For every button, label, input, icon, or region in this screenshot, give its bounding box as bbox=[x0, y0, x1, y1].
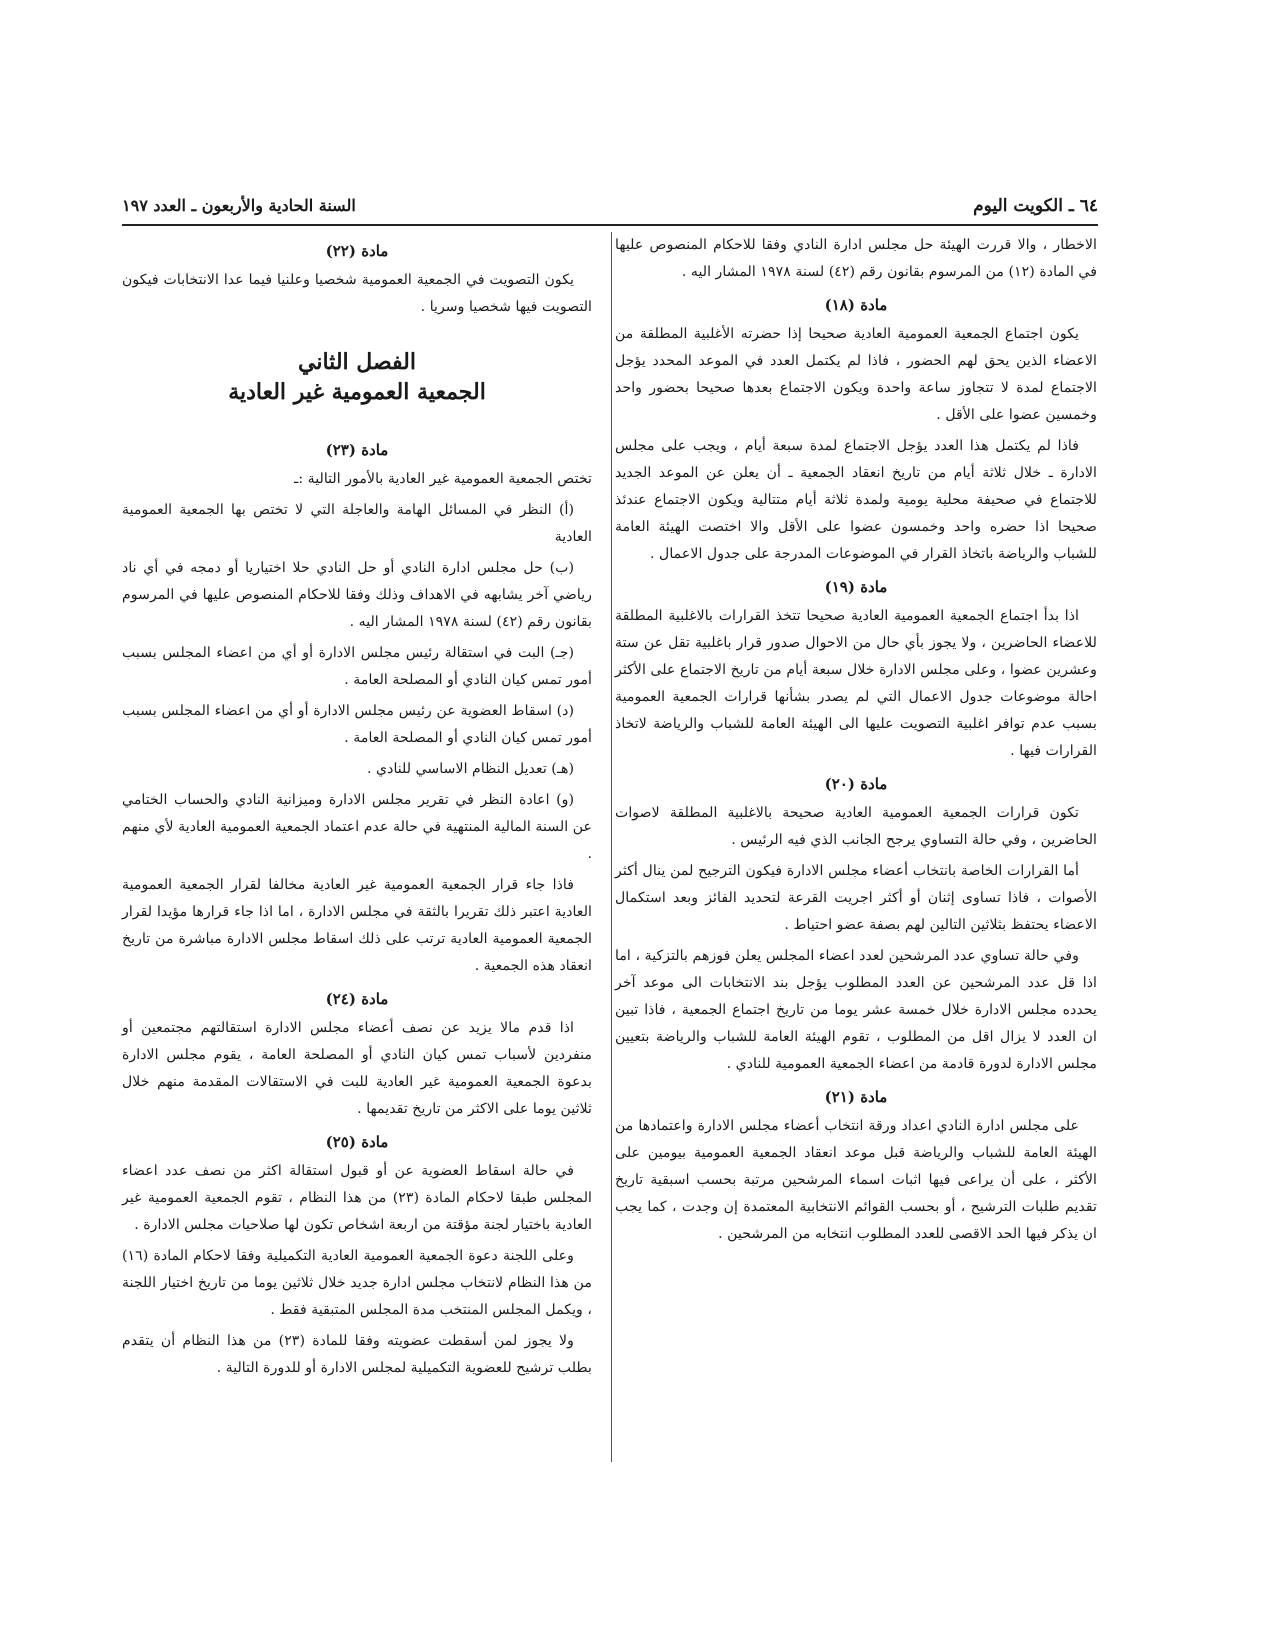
article-heading: مادة (٢٢) bbox=[325, 242, 389, 260]
paragraph: على مجلس ادارة النادي اعداد ورقة انتخاب أعضاء مجلس الادارة واعتمادها من الهيئة العامة للشباب والرياضة قبل موعد انعقاد الجمعية العمومية بيومين على الأكثر ، على أن يراعى فيها اثبات اسماء المرشحين مرتبة بحسب اسبقية تاريخ تقديم طلبات الترشيح ، أو بحسب القوائم الانتخابية المعتمدة إن وجدت ، كما يجب ان يذكر فيها الحد الاقصى للعدد المطلوب انتخابه من المرشحين . bbox=[615, 1118, 1097, 1242]
article-heading: مادة (٢٣) bbox=[325, 441, 389, 459]
article-heading: مادة (٢٤) bbox=[325, 990, 389, 1008]
paragraph: ولا يجوز لمن أسقطت عضويته وفقا للمادة (٢٣) من هذا النظام أن يتقدم بطلب ترشيح للعضوية التكميلية لمجلس الادارة أو للدورة التالية . bbox=[122, 1333, 592, 1376]
article-heading: مادة (٢٥) bbox=[325, 1133, 389, 1151]
left-column bbox=[122, 232, 592, 1386]
paragraph: الاخطار ، والا قررت الهيئة حل مجلس ادارة النادي وفقا للاحكام المنصوص عليها في المادة (١٢) من المرسوم بقانون رقم (٤٢) لسنة ١٩٧٨ المشار اليه . bbox=[615, 237, 1097, 280]
right-column bbox=[615, 232, 1097, 1252]
column-divider bbox=[611, 232, 612, 1462]
paragraph: تختص الجمعية العمومية غير العادية بالأمور التالية :ـ bbox=[294, 471, 592, 487]
paragraph: (ب) حل مجلس ادارة النادي أو حل النادي حلا اختياريا أو دمجه في أي ناد رياضي آخر يشابهه في الاهداف وذلك وفقا للاحكام المنصوص عليها في المرسوم بقانون رقم (٤٢) لسنة ١٩٧٨ المشار اليه . bbox=[122, 560, 592, 630]
issue-label: السنة الحادية والأربعون ـ العدد ١٩٧ bbox=[122, 196, 356, 215]
chapter-subtitle: الجمعية العمومية غير العادية bbox=[228, 379, 486, 405]
paragraph: وعلى اللجنة دعوة الجمعية العمومية العادية التكميلية وفقا لاحكام المادة (١٦) من هذا النظام لانتخاب مجلس ادارة جديد خلال ثلاثين يوما من تاريخ اختيار اللجنة ، ويكمل المجلس المنتخب مدة المجلس المتبقية فقط . bbox=[122, 1248, 592, 1318]
paragraph: (و) اعادة النظر في تقرير مجلس الادارة وميزانية النادي والحساب الختامي عن السنة المالية المنتهية في حالة عدم اعتماد الجمعية العمومية العادية لأي منهم . bbox=[122, 792, 592, 862]
paragraph: (أ) النظر في المسائل الهامة والعاجلة التي لا تختص بها الجمعية العمومية العادية bbox=[122, 502, 592, 545]
paragraph: أما القرارات الخاصة بانتخاب أعضاء مجلس الادارة فيكون الترجيح لمن ينال أكثر الأصوات ، فاذا تساوى إثنان أو أكثر اجريت القرعة لتحديد الفائز وبعد استكمال الاعضاء يحتفظ بثلاثين التالين لهم بصفة عضو احتياط . bbox=[615, 863, 1097, 933]
article-heading: مادة (٢٠) bbox=[824, 775, 888, 793]
paragraph: في حالة اسقاط العضوية عن أو قبول استقالة اكثر من نصف عدد اعضاء المجلس طبقا لاحكام المادة (٢٣) من هذا النظام ، تقوم الجمعية العمومية غير العادية باختيار لجنة مؤقتة من اربعة اشخاص تكون لها صلاحيات مجلس الادارة . bbox=[122, 1163, 592, 1233]
paragraph: اذا قدم مالا يزيد عن نصف أعضاء مجلس الادارة استقالتهم مجتمعين أو منفردين لأسباب تمس كيان النادي أو المصلحة العامة ، يقوم مجلس الادارة بدعوة الجمعية العمومية غير العادية للبت في الاستقالات المقدمة منهم خلال ثلاثين يوما على الاكثر من تاريخ تقديمها . bbox=[122, 1020, 592, 1117]
paragraph: اذا بدأ اجتماع الجمعية العمومية العادية صحيحا تتخذ القرارات بالاغلبية المطلقة للاعضاء الحاضرين ، ولا يجوز بأي حال من الاحوال صدور قرار باغلبية تقل عن ستة وعشرين عضوا ، وعلى مجلس الادارة خلال سبعة أيام من تاريخ الاجتماع على الأكثر احالة موضوعات جدول الاعمال التي لم يصدر بشأنها قرارات الجمعية العمومية بسبب عدم توافر اغلبية التصويت عليها الى الهيئة العامة للشباب والرياضة لاتخاذ القرارات فيها . bbox=[615, 608, 1097, 759]
paragraph: تكون قرارات الجمعية العمومية العادية صحيحة بالاغلبية المطلقة لاصوات الحاضرين ، وفي حالة التساوي يرجح الجانب الذي فيه الرئيس . bbox=[615, 805, 1097, 848]
page-number-label: ٦٤ ـ الكويت اليوم bbox=[973, 196, 1098, 216]
paragraph: فاذا لم يكتمل هذا العدد يؤجل الاجتماع لمدة سبعة أيام ، ويجب على مجلس الادارة ـ خلال ثلاثة أيام من تاريخ انعقاد الجمعية ـ أن يعلن عن الموعد الجديد للاجتماع في صحيفة محلية يومية ولمدة ثلاثة أيام متتالية ويكون الاجتماع عندئذ صحيحا اذا حضره واحد وخمسون عضوا على الأقل والا اختصت الهيئة العامة للشباب والرياضة باتخاذ القرار في الموضوعات المدرجة على جدول الاعمال . bbox=[615, 438, 1097, 562]
article-heading: مادة (١٩) bbox=[824, 578, 888, 596]
paragraph: فاذا جاء قرار الجمعية العمومية غير العادية مخالفا لقرار الجمعية العمومية العادية اعتبر ذلك تقريرا بالثقة في مجلس الادارة ، اما اذا جاء قرارها مؤيدا لقرار الجمعية العمومية العادية ترتب على ذلك اسقاط مجلس الادارة مباشرة من تاريخ انعقاد هذه الجمعية . bbox=[122, 877, 592, 974]
page-header bbox=[122, 196, 1098, 226]
paragraph: (جـ) البت في استقالة رئيس مجلس الادارة أو أي من اعضاء المجلس بسبب أمور تمس كيان النادي أو المصلحة العامة . bbox=[122, 645, 592, 688]
article-heading: مادة (٢١) bbox=[824, 1088, 888, 1106]
article-heading: مادة (١٨) bbox=[824, 296, 888, 314]
paragraph: (هـ) تعديل النظام الاساسي للنادي . bbox=[367, 761, 574, 777]
paragraph: (د) اسقاط العضوية عن رئيس مجلس الادارة أو أي من اعضاء المجلس بسبب أمور تمس كيان النادي أو المصلحة العامة . bbox=[122, 703, 592, 746]
paragraph: يكون اجتماع الجمعية العمومية العادية صحيحا إذا حضرته الأغلبية المطلقة من الاعضاء الذين يحق لهم الحضور ، فاذا لم يكتمل العدد في الموعد المحدد يؤجل الاجتماع لمدة لا تتجاوز ساعة واحدة ويكون الاجتماع بعدها صحيحا بحضور واحد وخمسين عضوا على الأقل . bbox=[615, 326, 1097, 423]
paragraph: وفي حالة تساوي عدد المرشحين لعدد اعضاء المجلس يعلن فوزهم بالتزكية ، اما اذا قل عدد المرشحين عن العدد المطلوب يؤجل بند الانتخابات الى موعد آخر يحدده مجلس الادارة خلال خمسة عشر يوما من تاريخ اجتماع الجمعية ، فاذا تبين ان العدد لا يزال اقل من المطلوب ، تقوم الهيئة العامة للشباب والرياضة بتعيين مجلس الادارة لدورة قادمة من اعضاء الجمعية العمومية للنادي . bbox=[615, 948, 1097, 1072]
chapter-title: الفصل الثاني bbox=[298, 349, 416, 375]
paragraph: يكون التصويت في الجمعية العمومية شخصيا وعلنيا فيما عدا الانتخابات فيكون التصويت فيها شخصيا وسريا . bbox=[122, 272, 592, 315]
